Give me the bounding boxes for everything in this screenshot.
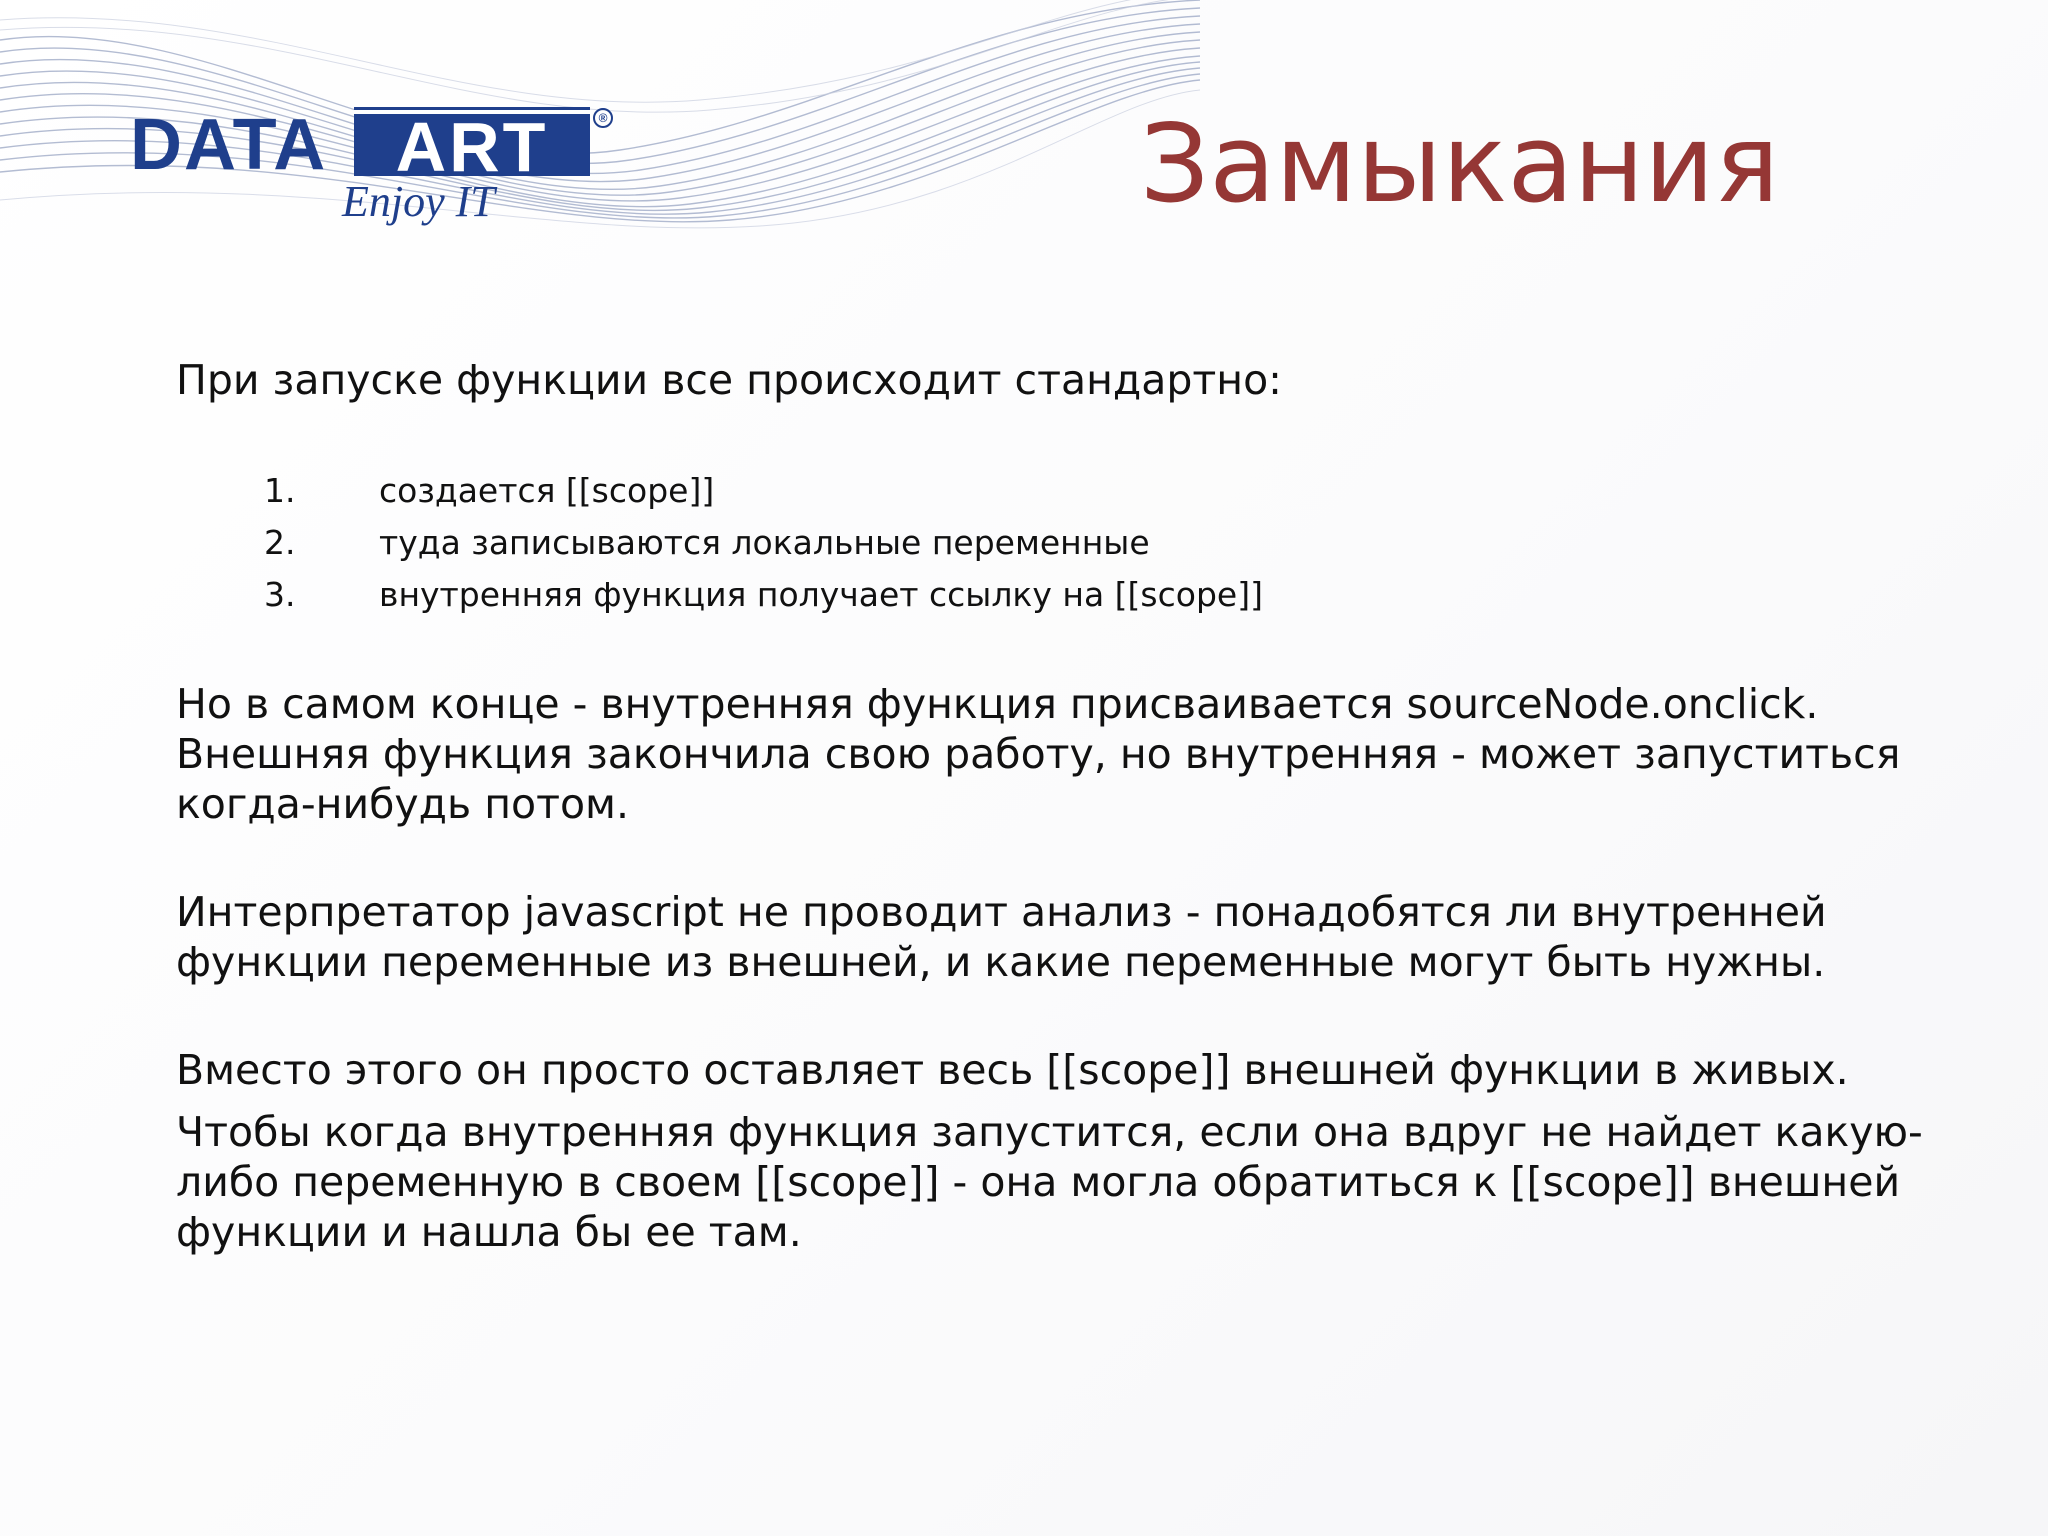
list-item-number: 2.	[264, 523, 296, 562]
paragraph-scope-alive: Вместо этого он просто оставляет весь [[scope]] внешней функции в живых.	[176, 1046, 1849, 1094]
paragraph-interpreter: Интерпретатор javascript не проводит анализ - понадобятся ли внутренней функции переменные из внешней, и какие переменные могут быть нужны.	[176, 888, 1827, 986]
logo-data-word: DATA	[130, 105, 328, 185]
list-item-text: туда записываются локальные переменные	[379, 523, 1150, 562]
dataart-logo	[130, 105, 610, 230]
list-item-number: 3.	[264, 575, 296, 614]
list-item	[176, 465, 2016, 517]
paragraph-lookup: Чтобы когда внутренняя функция запустится, если она вдруг не найдет какую-либо переменную в своем [[scope]] - она могла обратиться к [[scope]] внешней функции и нашла бы ее там.	[176, 1108, 1923, 1256]
intro-text: При запуске функции все происходит стандартно:	[176, 356, 1282, 404]
logo-art-word: ART	[354, 110, 590, 176]
paragraph-onclick: Но в самом конце - внутренняя функция присваивается sourceNode.onclick. Внешняя функция закончила свою работу, но внутренняя - может запуститься когда-нибудь потом.	[176, 680, 1901, 828]
list-item	[176, 517, 2016, 569]
slide-body	[176, 355, 2016, 1257]
steps-list	[176, 465, 2016, 621]
list-item-number: 1.	[264, 471, 296, 510]
list-item-text: внутренняя функция получает ссылку на [[scope]]	[379, 575, 1263, 614]
slide-title: Замыкания	[1140, 102, 1780, 227]
list-item	[176, 569, 2016, 621]
logo-tagline: Enjoy IT	[342, 177, 495, 226]
list-item-text: создается [[scope]]	[379, 471, 715, 510]
registered-mark: ®	[593, 108, 613, 128]
